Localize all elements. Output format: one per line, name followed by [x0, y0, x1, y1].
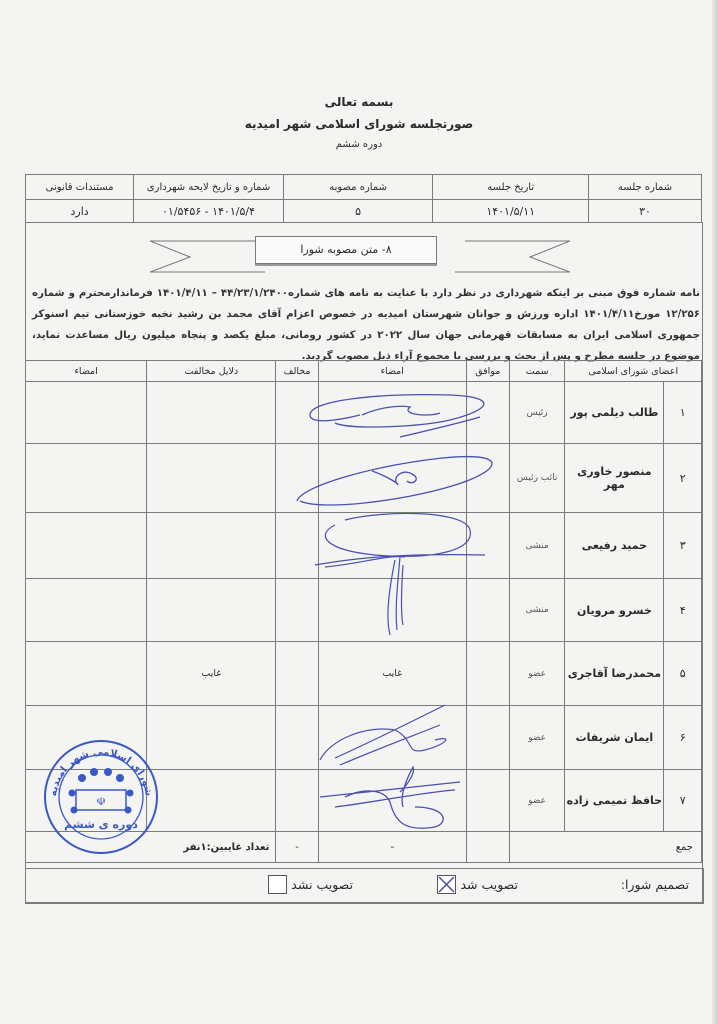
meta-header-session-date: تاریخ جلسه — [433, 175, 589, 200]
decision-label: تصمیم شورا: — [620, 877, 689, 892]
meta-header-resolution-number: شماره مصوبه — [283, 175, 433, 200]
document-title: صورتجلسه شورای اسلامی شهر امیدیه — [244, 117, 474, 131]
header-signature-2: امضاء — [26, 361, 147, 382]
agree-cell — [466, 642, 509, 706]
term-label: دوره ششم — [335, 139, 383, 150]
svg-text:☫: ☫ — [96, 795, 106, 808]
member-name: طالب دیلمی پور — [565, 382, 664, 444]
signature-cell — [318, 444, 466, 513]
signature-2-cell — [26, 382, 147, 444]
table-row — [26, 444, 702, 513]
header-signature: امضاء — [318, 361, 466, 382]
meta-header-bill-number-date: شماره و تاریخ لایحه شهرداری — [134, 175, 284, 200]
sum-agree — [466, 832, 509, 863]
agree-cell — [466, 513, 509, 579]
stamp-text-top: شورای اسلامی شهر امیدیه — [48, 746, 154, 798]
stamp-text-bottom: دوره ی ششم — [64, 818, 138, 831]
member-name: حافظ تمیمی زاده — [565, 770, 664, 832]
header-reasons: دلایل مخالفت — [147, 361, 276, 382]
signature-cell — [318, 579, 466, 642]
meta-table — [25, 174, 702, 223]
signature-2-cell — [26, 444, 147, 513]
votes-header-row — [26, 361, 702, 382]
oppose-cell — [276, 382, 318, 444]
agree-cell — [466, 444, 509, 513]
reason-cell: غایب — [147, 642, 276, 706]
signature-cell — [318, 382, 466, 444]
header-agree: موافق — [466, 361, 509, 382]
member-name: محمدرضا آقاجری — [565, 642, 664, 706]
row-number: ۶ — [664, 706, 702, 770]
legal-docs: دارد — [26, 200, 134, 223]
reason-cell — [147, 579, 276, 642]
table-row — [26, 579, 702, 642]
meta-header-legal-docs: مستندات قانونی — [26, 175, 134, 200]
section-title: ۸- متن مصوبه شورا — [255, 236, 437, 264]
row-number: ۵ — [664, 642, 702, 706]
reason-cell — [147, 382, 276, 444]
header-members: اعضای شورای اسلامی — [565, 361, 702, 382]
approved-checkbox[interactable] — [437, 875, 456, 894]
rejected-option[interactable] — [268, 875, 353, 894]
agree-cell — [466, 382, 509, 444]
absent-count: تعداد غایبین:۱نفر — [26, 832, 276, 863]
signature-cell — [318, 770, 466, 832]
council-stamp-icon — [42, 738, 160, 856]
member-name: حمید رفیعی — [565, 513, 664, 579]
reason-cell — [147, 706, 276, 770]
oppose-cell — [276, 513, 318, 579]
table-row — [26, 642, 702, 706]
member-role: رئیس — [509, 382, 565, 444]
x-mark-icon — [436, 874, 457, 895]
approved-option[interactable] — [437, 875, 518, 894]
oppose-cell — [276, 579, 318, 642]
signature-2-cell — [26, 579, 147, 642]
member-role: منشی — [509, 513, 565, 579]
signature-2-cell — [26, 513, 147, 579]
reason-cell — [147, 770, 276, 832]
row-number: ۷ — [664, 770, 702, 832]
member-role: عضو — [509, 706, 565, 770]
signature-cell: غایب — [318, 642, 466, 706]
bill-number-date: ۱۴۰۱/۵/۴ - ۰۱/۵۴۵۶ — [134, 200, 284, 223]
council-decision — [25, 868, 704, 904]
page-edge — [712, 0, 718, 1024]
member-role: نائب رئیس — [509, 444, 565, 513]
session-date: ۱۴۰۱/۵/۱۱ — [433, 200, 589, 223]
member-name: خسرو مرویان — [565, 579, 664, 642]
sum-signature: - — [318, 832, 466, 863]
agree-cell — [466, 770, 509, 832]
member-role: عضو — [509, 642, 565, 706]
header-role: سمت — [509, 361, 565, 382]
rejected-label: تصویب نشد — [291, 877, 353, 892]
meta-value-row — [26, 200, 702, 223]
approved-label: تصویب شد — [460, 877, 518, 892]
sum-label: جمع — [509, 832, 701, 863]
meta-header-session-number: شماره جلسه — [589, 175, 702, 200]
agree-cell — [466, 706, 509, 770]
rejected-checkbox[interactable] — [268, 875, 287, 894]
bismillah: بسمه تعالی — [324, 95, 394, 109]
signature-cell — [318, 706, 466, 770]
signature-2-cell — [26, 642, 147, 706]
member-name: منصور خاوری مهر — [565, 444, 664, 513]
row-number: ۴ — [664, 579, 702, 642]
reason-cell — [147, 444, 276, 513]
oppose-cell — [276, 706, 318, 770]
table-row — [26, 382, 702, 444]
row-number: ۲ — [664, 444, 702, 513]
member-role: منشی — [509, 579, 565, 642]
reason-cell — [147, 513, 276, 579]
oppose-cell — [276, 642, 318, 706]
member-role: عضو — [509, 770, 565, 832]
header-oppose: مخالف — [276, 361, 318, 382]
resolution-number: ۵ — [283, 200, 433, 223]
sum-oppose: - — [276, 832, 318, 863]
table-row — [26, 513, 702, 579]
signature-cell — [318, 513, 466, 579]
row-number: ۳ — [664, 513, 702, 579]
oppose-cell — [276, 444, 318, 513]
row-number: ۱ — [664, 382, 702, 444]
session-number: ۳۰ — [589, 200, 702, 223]
oppose-cell — [276, 770, 318, 832]
meta-header-row — [26, 175, 702, 200]
resolution-text: نامه شماره فوق مبنی بر اینکه شهرداری در نظر دارد با عنایت به نامه های شماره۴۴/۲۳/۱/۲۴۰۰ – ۱۴۰۱/۴/۱۱ فرماندارمحترم و شماره ۱۲/۲۵۶ مورخ۱۴۰۱/۴/۱۱ اداره ورزش و جوانان شهرستان امیدیه در خصوص اعزام آقای محمد بن رشید نخبه خوزستانی تیم اسنوکر جمهوری اسلامی ایران به مسابقات قهرمانی جهان سال ۲۰۲۲ در کشور رومانی، مبلغ یکصد و پنجاه میلیون ریال مساعدت نماید، موضوع در جلسه مطرح و پس از بحث و بررسی با مجموع آراء ذیل مصوب گردید. — [32, 288, 700, 362]
member-name: ایمان شریفات — [565, 706, 664, 770]
agree-cell — [466, 579, 509, 642]
